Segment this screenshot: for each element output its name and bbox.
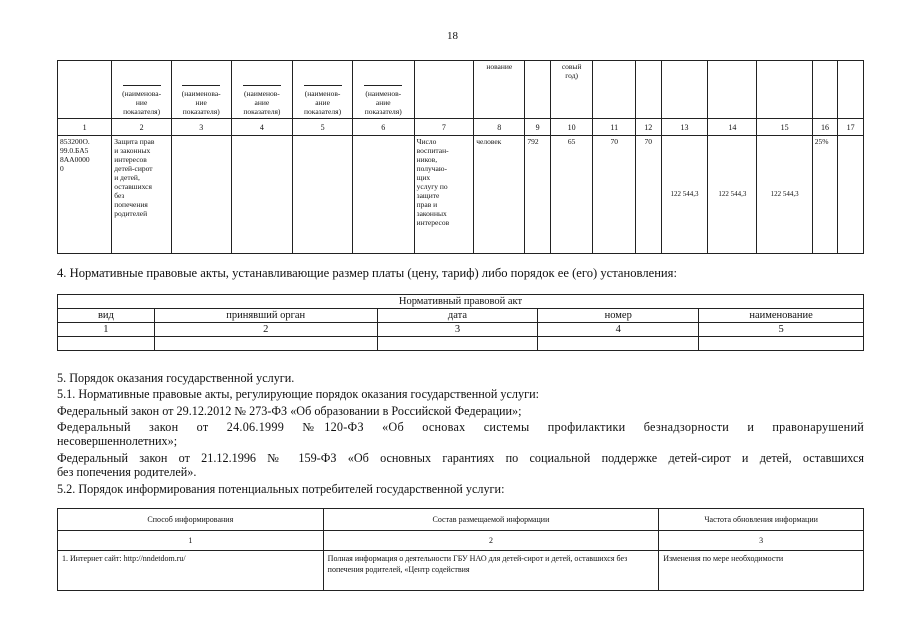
header-cell	[414, 61, 474, 119]
table-cell	[171, 136, 231, 254]
col-number: 3	[377, 323, 538, 337]
header-cell	[525, 61, 551, 119]
column-header: Способ информирования	[58, 509, 324, 531]
col-number: 7	[414, 119, 474, 136]
col-number: 8	[474, 119, 525, 136]
price-2020: 122 544,3	[661, 136, 708, 254]
header-cell	[838, 61, 864, 119]
col-number: 1	[58, 323, 155, 337]
header-year-fragment: совый год)	[550, 61, 593, 119]
col-number: 11	[593, 119, 636, 136]
col-number: 13	[661, 119, 708, 136]
table-row	[58, 136, 864, 254]
price-2021: 122 544,3	[708, 136, 757, 254]
price-2022: 122 544,3	[757, 136, 812, 254]
law-text: без попечения родителей».	[57, 465, 197, 479]
indicator-name-label: (наименова- ние показателя)	[112, 61, 172, 119]
value-2021: 70	[593, 136, 636, 254]
column-number-row	[58, 119, 864, 136]
indicator-name-label: (наименова- ние показателя)	[171, 61, 231, 119]
table-cell	[538, 337, 699, 351]
section5-heading: 5. Порядок оказания государственной услуги.	[57, 371, 295, 385]
column-header: Состав размещаемой информации	[323, 509, 659, 531]
informing-table	[57, 508, 864, 591]
section5-1-heading: 5.1. Нормативные правовые акты, регулирующие порядок оказания государственной услуги:	[57, 387, 539, 401]
col-number: 14	[708, 119, 757, 136]
registry-code: 853200О. 99.0.БА5 8АА0000 0	[58, 136, 112, 254]
law-text: несовершеннолетних»;	[57, 434, 178, 448]
okei-code: 792	[525, 136, 551, 254]
column-header: вид	[58, 309, 155, 323]
quality-indicators-table	[57, 60, 864, 254]
col-number: 2	[112, 119, 172, 136]
header-cell	[757, 61, 812, 119]
col-number: 10	[550, 119, 593, 136]
column-header: наименование	[699, 309, 864, 323]
header-row	[58, 61, 864, 119]
col-number: 12	[636, 119, 662, 136]
col-number: 17	[838, 119, 864, 136]
column-header: Частота обновления информации	[659, 509, 864, 531]
section4-heading: 4. Нормативные правовые акты, устанавливающие размер платы (цену, тариф) либо порядок ее (его) установления:	[57, 266, 677, 280]
col-number: 1	[58, 531, 324, 551]
col-number: 9	[525, 119, 551, 136]
law-text: Федеральный закон от 24.06.1999 №120-ФЗ «Об основах системы профилактики безнадзорности и правонарушений	[57, 420, 864, 434]
indicator-name-label: (наименов- ание показателя)	[293, 61, 353, 119]
indicator-name: Число воспитан- ников, получаю- щих услугу по защите прав и законных интересов	[414, 136, 474, 254]
header-cell	[708, 61, 757, 119]
col-number: 4	[231, 119, 293, 136]
table-cell	[352, 136, 414, 254]
page-number: 18	[447, 30, 458, 42]
col-number: 2	[323, 531, 659, 551]
informing-frequency: Изменения по мере необходимости	[659, 551, 864, 591]
value-2022: 70	[636, 136, 662, 254]
header-cell	[812, 61, 838, 119]
col-number: 1	[58, 119, 112, 136]
column-header: принявший орган	[154, 309, 377, 323]
header-cell	[58, 61, 112, 119]
table-cell	[293, 136, 353, 254]
informing-content: Полная информация о деятельности ГБУ НАО для детей-сирот и детей, оставшихся без попечения родителей, «Центр содействия	[323, 551, 659, 591]
column-header: дата	[377, 309, 538, 323]
table-title: Нормативный правовой акт	[58, 295, 864, 309]
table-cell	[377, 337, 538, 351]
section5-2-heading: 5.2. Порядок информирования потенциальных потребителей государственной услуги:	[57, 482, 505, 496]
table-cell	[838, 136, 864, 254]
header-cell	[593, 61, 636, 119]
deviation-percent: 25%	[812, 136, 838, 254]
col-number: 15	[757, 119, 812, 136]
table-cell	[154, 337, 377, 351]
header-cell	[636, 61, 662, 119]
indicator-name-label: (наименов- ание показателя)	[231, 61, 293, 119]
table-cell	[231, 136, 293, 254]
column-header: номер	[538, 309, 699, 323]
col-number: 5	[699, 323, 864, 337]
indicator-name-label: (наименов- ание показателя)	[352, 61, 414, 119]
normative-acts-table	[57, 294, 864, 351]
col-number: 2	[154, 323, 377, 337]
col-number: 16	[812, 119, 838, 136]
unit: человек	[474, 136, 525, 254]
value-2020: 65	[550, 136, 593, 254]
header-cell	[661, 61, 708, 119]
col-number: 5	[293, 119, 353, 136]
table-cell	[699, 337, 864, 351]
col-number: 3	[171, 119, 231, 136]
col-number: 6	[352, 119, 414, 136]
col-number: 3	[659, 531, 864, 551]
informing-method: 1. Интернет сайт: http://nndetdom.ru/	[58, 551, 324, 591]
service-content: Защита прав и законных интересов детей-сирот и детей, оставшихся без попечения родителей	[112, 136, 172, 254]
table-cell	[58, 337, 155, 351]
law-text: Федеральный закон от 21.12.1996 № 159-ФЗ «Об основных гарантиях по социальной поддержке детей-сирот и детей, оставшихся	[57, 451, 864, 465]
header-unit-fragment: нование	[474, 61, 525, 119]
law-text: Федеральный закон от 29.12.2012 № 273-ФЗ «Об образовании в Российской Федерации»;	[57, 404, 522, 418]
col-number: 4	[538, 323, 699, 337]
